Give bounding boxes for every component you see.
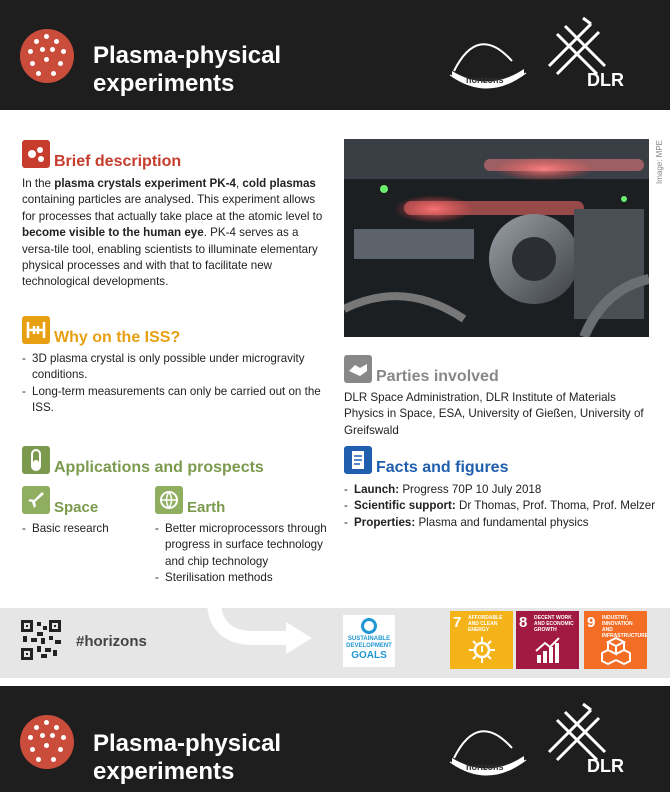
horizons-logo: horizons (448, 718, 528, 778)
dlr-logo: DLR (543, 14, 623, 94)
list-item: - Basic research (22, 521, 142, 537)
header-bar (0, 0, 670, 110)
earth-title: Earth (187, 499, 226, 516)
brief-description-text: In the plasma crystals experiment PK-4, cold plasmas containing particles are analysed. This experiment allows for processes that actually take place at the atomic level to become visible to the human eye. PK-4 serves as a versa-tile tool, enabling scientists to illuminate elementary physical processes and with that to facilitate new technological developments. (22, 177, 323, 289)
document-icon (344, 446, 372, 474)
facts-title: Facts and figures (376, 459, 509, 476)
applications-title: Applications and prospects (54, 459, 264, 476)
why-iss-title: Why on the ISS? (54, 329, 181, 346)
list-item: - Better microprocessors through progress in surface technology and chip technology (155, 521, 330, 570)
sdg-goal-8: 8 DECENT WORK AND ECONOMIC GROWTH (516, 611, 579, 669)
sdg-goal-7: 7 AFFORDABLE AND CLEAN ENERGY (450, 611, 513, 669)
plasma-section-icon (22, 140, 50, 168)
footer-header-bar (0, 686, 670, 792)
list-item: - Sterilisation methods (155, 570, 330, 586)
list-item: - 3D plasma crystal is only possible under microgravity conditions. (22, 351, 327, 384)
page-title: Plasma-physical experiments (93, 730, 282, 785)
iss-icon (22, 316, 50, 344)
hashtag-label[interactable]: #horizons (76, 633, 147, 650)
brief-description-title: Brief description (54, 153, 182, 170)
experiment-photo (344, 139, 649, 337)
list-item: - Properties: Plasma and fundamental physics (344, 515, 659, 531)
earth-list (155, 521, 330, 587)
list-item: - Launch: Progress 70P 10 July 2018 (344, 482, 659, 498)
parties-title: Parties involved (376, 368, 499, 385)
sdg-goal-9: 9 INDUSTRY, INNOVATION AND INFRASTRUCTURE (584, 611, 647, 669)
space-list (22, 521, 142, 537)
page-title: Plasma-physical experiments (93, 42, 282, 97)
list-item: - Long-term measurements can only be carried out on the ISS. (22, 384, 327, 417)
handshake-icon (344, 355, 372, 383)
dlr-logo: DLR (543, 700, 623, 780)
globe-icon (155, 486, 183, 514)
rocket-icon (22, 486, 50, 514)
image-credit: Image: MPE (655, 140, 664, 185)
plasma-logo-icon (20, 715, 74, 769)
space-title: Space (54, 499, 99, 516)
list-item: - Scientific support: Dr Thomas, Prof. Thoma, Prof. Melzer (344, 498, 659, 514)
facts-list (344, 482, 659, 531)
sdg-logo: SUSTAINABLE DEVELOPMENT GOALS (343, 615, 395, 667)
plasma-logo-icon (20, 29, 74, 83)
arrow-icon (200, 600, 320, 666)
qr-code-icon[interactable] (21, 620, 61, 660)
horizons-logo: horizons (448, 31, 528, 91)
why-iss-list (22, 351, 327, 417)
parties-text: DLR Space Administration, DLR Institute of Materials Physics in Space, ESA, University of Gießen, University of Greifswald (344, 391, 644, 437)
test-tube-icon (22, 446, 50, 474)
